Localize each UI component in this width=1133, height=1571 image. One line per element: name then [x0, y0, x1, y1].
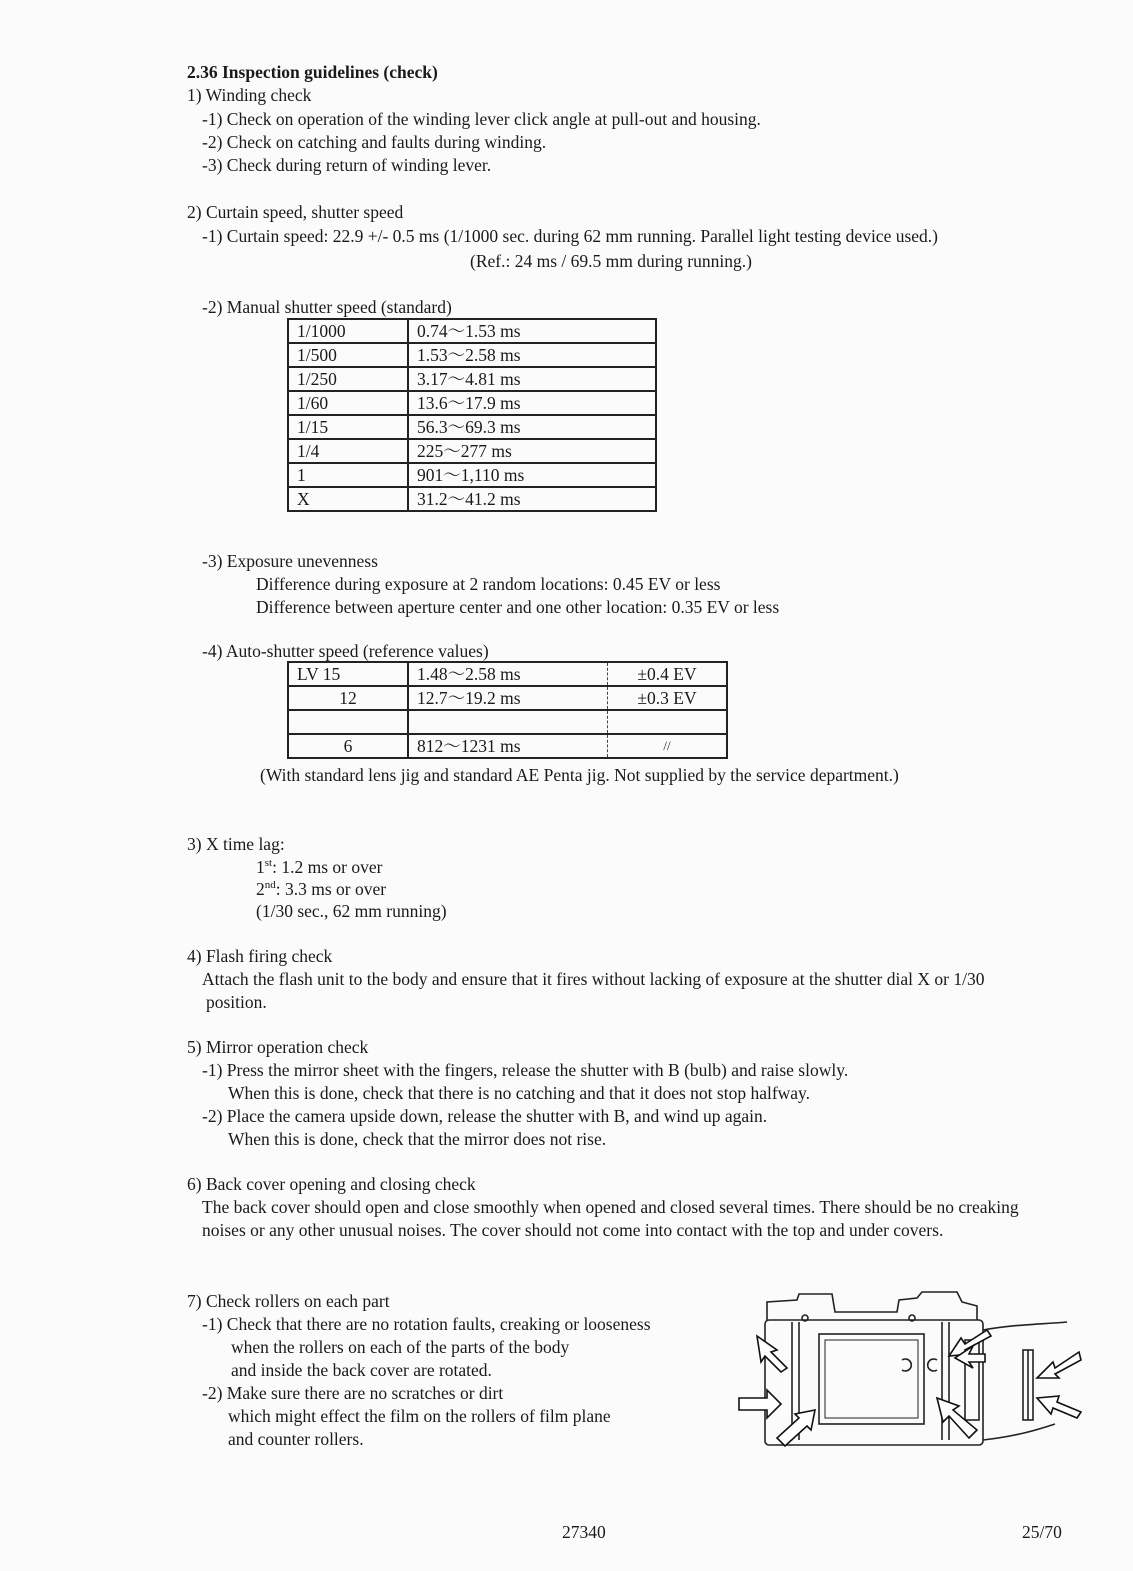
auto-shutter-heading: -4) Auto-shutter speed (reference values): [202, 641, 489, 661]
x-time-lag-second: [256, 878, 386, 901]
second-label: 2: [256, 879, 265, 899]
ev-tolerance: ±0.3 EV: [608, 686, 728, 710]
auto-shutter-table: [287, 661, 728, 759]
rotation-icon: [902, 1359, 911, 1371]
shutter-setting: 1/250: [288, 367, 408, 391]
curtain-speed-heading: 2) Curtain speed, shutter speed: [187, 202, 404, 222]
second-value: : 3.3 ms or over: [275, 879, 387, 899]
arrow-icon: [757, 1336, 787, 1372]
shutter-setting: 1/500: [288, 343, 408, 367]
rollers-line-1: -1) Check that there are no rotation faults, creaking or looseness: [202, 1314, 651, 1334]
lv-value: LV 15: [288, 662, 408, 686]
ev-tolerance: [608, 710, 728, 734]
mirror-check-heading: 5) Mirror operation check: [187, 1037, 369, 1057]
back-cover-line-2: noises or any other unusual noises. The cover should not come into contact with the top and under covers.: [202, 1220, 944, 1240]
auto-range: 1.48〜2.58 ms: [408, 662, 608, 686]
manual-shutter-table: [287, 318, 657, 512]
camera-back-diagram: [737, 1290, 1082, 1452]
winding-check-heading: 1) Winding check: [187, 85, 312, 105]
page-number: 25/70: [1022, 1522, 1062, 1542]
x-time-lag-heading: 3) X time lag:: [187, 834, 285, 854]
second-sup: nd: [264, 879, 276, 892]
ev-tolerance: ±0.4 EV: [608, 662, 728, 686]
arrow-icon: [1037, 1396, 1081, 1418]
first-sup: st: [264, 857, 273, 870]
rollers-line-3: and inside the back cover are rotated.: [231, 1360, 492, 1380]
shutter-range: 0.74〜1.53 ms: [408, 319, 656, 343]
lv-value: 6: [288, 734, 408, 758]
shutter-setting: 1/60: [288, 391, 408, 415]
flash-check-heading: 4) Flash firing check: [187, 946, 333, 966]
first-value: : 1.2 ms or over: [272, 857, 383, 877]
mirror-check-line-3: -2) Place the camera upside down, release the shutter with B, and wind up again.: [202, 1106, 768, 1126]
document-number: 27340: [562, 1522, 606, 1542]
table-row: [288, 319, 656, 343]
table-row: [288, 686, 727, 710]
film-gate: [819, 1334, 924, 1424]
shutter-setting: 1/1000: [288, 319, 408, 343]
mirror-check-line-4: When this is done, check that the mirror does not rise.: [228, 1129, 607, 1149]
arrow-icon: [777, 1410, 815, 1446]
back-cover-edge: [983, 1424, 1055, 1440]
exposure-unevenness-heading: -3) Exposure unevenness: [202, 551, 378, 571]
table-row: [288, 367, 656, 391]
arrow-icon: [739, 1390, 781, 1418]
shutter-setting: 1/4: [288, 439, 408, 463]
flash-check-line-1: Attach the flash unit to the body and ensure that it fires without lacking of exposure at the shutter dial X or 1/30: [202, 969, 985, 989]
shutter-range: 225〜277 ms: [408, 439, 656, 463]
table-row: [288, 710, 727, 734]
table-row: [288, 463, 656, 487]
shutter-range: 31.2〜41.2 ms: [408, 487, 656, 511]
winding-item-1: -1) Check on operation of the winding lever click angle at pull-out and housing.: [202, 109, 761, 129]
shutter-setting: X: [288, 487, 408, 511]
section-title: 2.36 Inspection guidelines (check): [187, 62, 438, 82]
back-cover-line-1: The back cover should open and close smoothly when opened and closed several times. There should be no creaking: [202, 1197, 1019, 1217]
rollers-line-5: which might effect the film on the rollers of film plane: [228, 1406, 611, 1426]
camera-top-housing: [767, 1292, 977, 1320]
shutter-range: 3.17〜4.81 ms: [408, 367, 656, 391]
table-row: [288, 415, 656, 439]
x-time-lag-note: (1/30 sec., 62 mm running): [256, 901, 447, 921]
back-cover-edge: [983, 1322, 1067, 1330]
first-label: 1: [256, 857, 265, 877]
shutter-range: 901〜1,110 ms: [408, 463, 656, 487]
table-row: [288, 391, 656, 415]
auto-range: 812〜1231 ms: [408, 734, 608, 758]
curtain-speed-item: -1) Curtain speed: 22.9 +/- 0.5 ms (1/1000 sec. during 62 mm running. Parallel light testing device used.): [202, 226, 938, 246]
rollers-heading: 7) Check rollers on each part: [187, 1291, 390, 1311]
x-time-lag-first: [256, 856, 382, 879]
winding-item-3: -3) Check during return of winding lever.: [202, 155, 492, 175]
back-cover-heading: 6) Back cover opening and closing check: [187, 1174, 476, 1194]
table-row: [288, 487, 656, 511]
shutter-range: 13.6〜17.9 ms: [408, 391, 656, 415]
ev-tolerance: //: [608, 734, 728, 758]
lv-value: [288, 710, 408, 734]
exposure-line-1: Difference during exposure at 2 random locations: 0.45 EV or less: [256, 574, 721, 594]
exposure-line-2: Difference between aperture center and one other location: 0.35 EV or less: [256, 597, 780, 617]
table-row: [288, 439, 656, 463]
mirror-check-line-1: -1) Press the mirror sheet with the fingers, release the shutter with B (bulb) and raise slowly.: [202, 1060, 849, 1080]
shutter-setting: 1/15: [288, 415, 408, 439]
rollers-line-6: and counter rollers.: [228, 1429, 364, 1449]
auto-shutter-note: (With standard lens jig and standard AE Penta jig. Not supplied by the service department.): [260, 765, 899, 785]
auto-range: 12.7〜19.2 ms: [408, 686, 608, 710]
winding-item-2: -2) Check on catching and faults during winding.: [202, 132, 547, 152]
film-gate-inner: [825, 1340, 918, 1418]
lv-value: 12: [288, 686, 408, 710]
mirror-check-line-2: When this is done, check that there is no catching and that it does not stop halfway.: [228, 1083, 811, 1103]
table-row: [288, 734, 727, 758]
shutter-setting: 1: [288, 463, 408, 487]
table-row: [288, 662, 727, 686]
auto-range: [408, 710, 608, 734]
table-row: [288, 343, 656, 367]
shutter-range: 56.3〜69.3 ms: [408, 415, 656, 439]
flash-check-line-2: position.: [206, 992, 267, 1012]
shutter-range: 1.53〜2.58 ms: [408, 343, 656, 367]
rollers-line-4: -2) Make sure there are no scratches or dirt: [202, 1383, 504, 1403]
arrow-icon: [1037, 1352, 1081, 1378]
arrow-icon: [937, 1398, 977, 1438]
rotation-icon: [928, 1359, 937, 1371]
curtain-speed-reference: (Ref.: 24 ms / 69.5 mm during running.): [470, 251, 752, 271]
manual-shutter-heading: -2) Manual shutter speed (standard): [202, 297, 452, 317]
rollers-line-2: when the rollers on each of the parts of the body: [231, 1337, 570, 1357]
